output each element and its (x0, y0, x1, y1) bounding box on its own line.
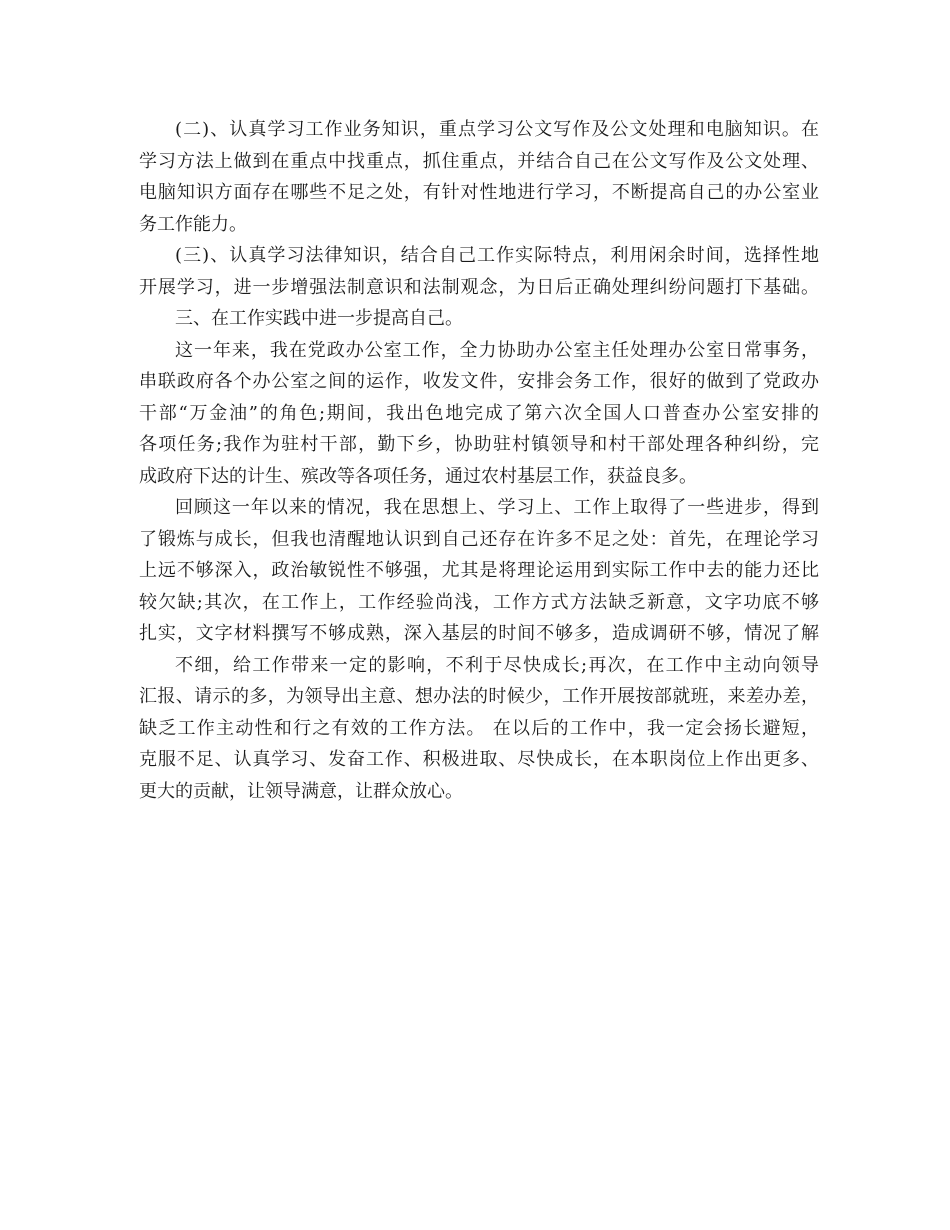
text-line: 克服不足、认真学习、发奋工作、积极进取、尽快成长，在本职岗位上作出更多、 (139, 749, 819, 770)
text-line: 干部“万金油”的角色;期间，我出色地完成了第六次全国人口普查办公室安排的 (139, 402, 819, 424)
text-line: 汇报、请示的多，为领导出主意、想办法的时候少，工作开展按部就班，来差办差， (139, 686, 819, 707)
text-line: (二)、认真学习工作业务知识，重点学习公文写作及公文处理和电脑知识。在 (175, 119, 819, 140)
text-line: 扎实，文字材料撰写不够成熟，深入基层的时间不够多，造成调研不够，情况了解 (139, 623, 819, 644)
text-line: (三)、认真学习法律知识，结合自己工作实际特点，利用闲余时间，选择性地 (175, 245, 819, 266)
text-line: 不细，给工作带来一定的影响，不利于尽快成长;再次，在工作中主动向领导 (175, 654, 819, 676)
text-line: 成政府下达的计生、殡改等各项任务，通过农村基层工作，获益良多。 (139, 465, 697, 487)
text-line: 回顾这一年以来的情况，我在思想上、学习上、工作上取得了一些进步，得到 (175, 497, 819, 518)
text-line: 务工作能力。 (139, 213, 247, 235)
text-line: 了锻炼与成长，但我也清醒地认识到自己还存在许多不足之处：首先，在理论学习 (139, 528, 819, 550)
text-line: 学习方法上做到在重点中找重点，抓住重点，并结合自己在公文写作及公文处理、 (139, 150, 819, 172)
text-line: 上远不够深入，政治敏锐性不够强，尤其是将理论运用到实际工作中去的能力还比 (139, 560, 819, 581)
text-line: 开展学习，进一步增强法制意识和法制观念，为日后正确处理纠纷问题打下基础。 (139, 276, 819, 298)
text-line: 更大的贡献，让领导满意，让群众放心。 (139, 780, 463, 802)
text-line: 电脑知识方面存在哪些不足之处，有针对性地进行学习，不断提高自己的办公室业 (139, 182, 819, 203)
text-line: 这一年来，我在党政办公室工作，全力协助办公室主任处理办公室日常事务， (175, 339, 819, 361)
text-line: 各项任务;我作为驻村干部，勤下乡，协助驻村镇领导和村干部处理各种纠纷，完 (139, 434, 819, 455)
text-line: 串联政府各个办公室之间的运作，收发文件，安排会务工作，很好的做到了党政办 (139, 371, 819, 392)
text-line: 较欠缺;其次，在工作上，工作经验尚浅，工作方式方法缺乏新意，文字功底不够 (139, 591, 819, 613)
document-body (139, 114, 819, 807)
text-line: 缺乏工作主动性和行之有效的工作方法。 在以后的工作中，我一定会扬长避短， (139, 717, 819, 739)
section-heading: 三、在工作实践中进一步提高自己。 (175, 308, 463, 329)
